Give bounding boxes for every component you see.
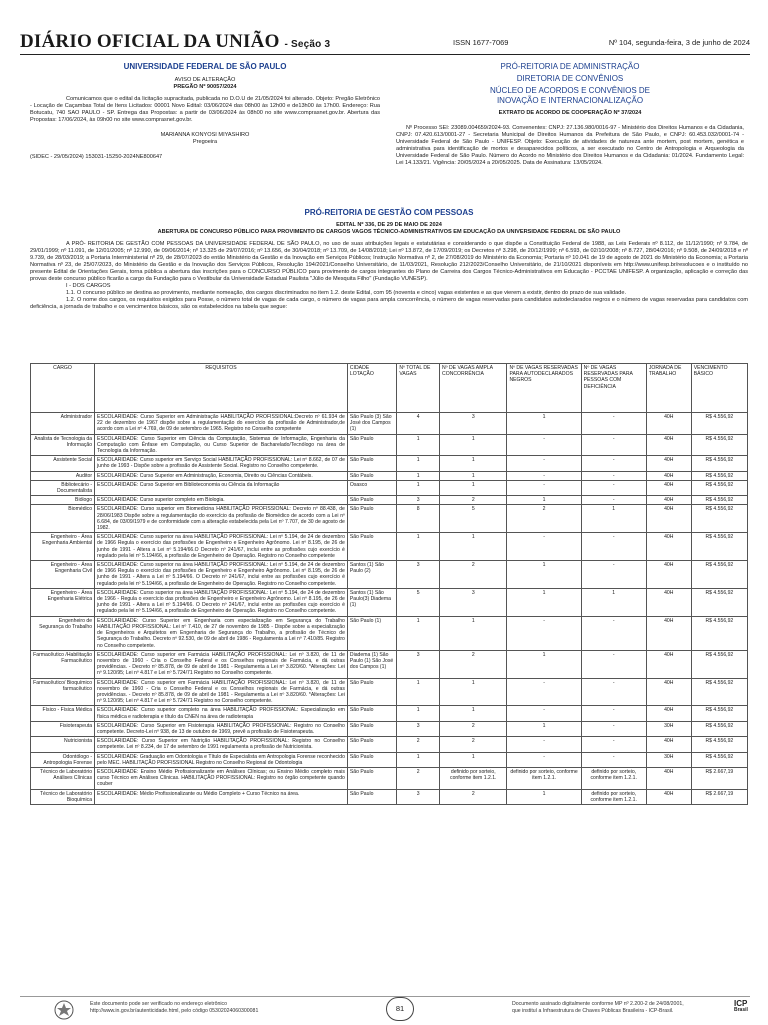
cell-cargo: Engenheiro - Área Engenharia Civil xyxy=(31,561,95,589)
cell-negros: - xyxy=(507,434,581,456)
table-row xyxy=(31,434,748,456)
cell-pcd: - xyxy=(581,678,646,706)
cell-jornada: 40H xyxy=(646,471,691,480)
cell-total: 1 xyxy=(397,752,440,767)
col-header-cargo: CARGO xyxy=(31,364,95,413)
col-header-ampla: Nº DE VAGAS AMPLA CONCORRÊNCIA xyxy=(440,364,507,413)
cell-cargo: Técnico de Laboratório Bioquímica xyxy=(31,789,95,804)
table-row xyxy=(31,752,748,767)
cell-cargo: Técnico de Laboratório Análises Clínicas xyxy=(31,767,95,789)
cell-ampla: 1 xyxy=(440,616,507,650)
cell-requisitos: ESCOLARIDADE: Curso superior na área HABILITAÇÃO PROFISSIONAL: Lei nº 5.194, de 24 de dezembro de 1966 Regula o exercício das profissões de Engenheiro e Engenheiro Agrônomo. Lei nº 8.195, de 26 de junho de 1991 - Altera a Lei nº 5.194/66. O Decreto nº 241/67, inclui entre as profissões cujo exercício é regulado pela lei nº 5.194/66, a profissão de Engenheiro de Operação. Registro no Conselho competente. xyxy=(95,561,348,589)
page-number: 81 xyxy=(386,997,414,1021)
edital-title: ABERTURA DE CONCURSO PÚBLICO PARA PROVIMENTO DE CARGOS VAGOS TÉCNICO-ADMINISTRATIVOS EM EDUCAÇÃO DA UNIVERSIDADE FEDERAL DE SÃO PAULO xyxy=(157,228,621,235)
cell-requisitos: ESCOLARIDADE: Curso Superior em Administração, Economia, Direito ou Ciências Contábeis. xyxy=(95,471,348,480)
cell-pcd: definido por sorteio, conforme item 1.2.1. xyxy=(581,789,646,804)
cell-requisitos: ESCOLARIDADE: Curso superior completo na área HABILITAÇÃO PROFISSIONAL: Especialização em física médica e radioterapia e título da CNEN na área de radioterapia xyxy=(95,706,348,721)
cell-cidade: São Paulo xyxy=(347,721,396,736)
cell-total: 3 xyxy=(397,561,440,589)
cell-vencimento: R$ 4.556,92 xyxy=(691,752,747,767)
cell-requisitos: ESCOLARIDADE: Curso superior completo em Biologia. xyxy=(95,496,348,505)
cell-negros: 2 xyxy=(507,505,581,533)
edital-item-1-1: 1.1. O concurso público se destina ao provimento, mediante nomeação, dos cargos discriminados no item 1.2. deste Edital, com 95 (noventa e cinco) vagas existentes e as que vierem a existir, dentro do prazo de sua validade. xyxy=(66,289,626,296)
cell-negros: - xyxy=(507,480,581,495)
cell-vencimento: R$ 4.556,92 xyxy=(691,471,747,480)
cell-vencimento: R$ 4.556,92 xyxy=(691,413,747,435)
cell-ampla: 2 xyxy=(440,721,507,736)
table-row xyxy=(31,496,748,505)
table-row xyxy=(31,650,748,678)
cell-total: 3 xyxy=(397,496,440,505)
cell-vencimento: R$ 2.667,19 xyxy=(691,767,747,789)
cell-pcd: - xyxy=(581,650,646,678)
cell-jornada: 40H xyxy=(646,496,691,505)
col-header-negros: Nº DE VAGAS RESERVADAS PARA AUTODECLARADOS NEGROS xyxy=(507,364,581,413)
cell-cargo: Farmacêutico /Habilitação Farmacêutico xyxy=(31,650,95,678)
cell-cidade: São Paulo xyxy=(347,471,396,480)
cell-total: 3 xyxy=(397,650,440,678)
cell-ampla: 1 xyxy=(440,456,507,471)
cell-vencimento: R$ 4.556,92 xyxy=(691,678,747,706)
notice-subtitle: PREGÃO Nº 90057/2024 xyxy=(173,83,237,90)
cell-cidade: Diadema (1) São Paulo (1) São José dos Campos (1) xyxy=(347,650,396,678)
cell-requisitos: ESCOLARIDADE: Curso superior em Farmácia HABILITAÇÃO PROFISSIONAL: Lei nº 3.820, de 11 de novembro de 1960 - Cria o Conselho Federal e os Conselhos regionais de Farmácia, e dá outras providências. - Decreto nº 85.878, de 09 de abril de 1981 - Regulamenta a Lei nº 3.820/60. *Alterações: Lei nº 9.120/95; Lei nº 4.817 e Lei nº 5.724/71 Registro no Conselho competente. xyxy=(95,650,348,678)
cell-negros: - xyxy=(507,752,581,767)
edital-section xyxy=(30,208,748,311)
extrato-body: Nº Processo SEI: 23089.004659/2024-93. Convenentes: CNPJ: 27.136.980/0016-97 - Ministério dos Direitos Humanos e da Cidadania, CNPJ: 07.420.613/0001-27 - Secretaria Municipal de Direitos Humanos da Prefeitura de São Paulo, e CNPJ: 60.453.032/0001-74 - Universidade Federal de São Paulo - UNIFESP. Objeto: Execução de atividades de natureza ante mortem, post mortem, genética e administrativa para identificação de mortos e desaparecidos políticos, a ser executado no Centro de Antropologia e Arqueologia da Universidade Federal de São Paulo. Número do Acordo no Ministério dos Direitos Humanos e da Cidadania: 01/2024. Fundamento Legal: Lei 14.133/21. Vigência: 20/05/2024 a 20/05/2025. Data de Assinatura: 13/05/2024. xyxy=(396,124,744,166)
signature-note: Documento assinado digitalmente conforme MP nº 2.200-2 de 24/08/2001, que instituí a Infraestrutura de Chaves Públicas Brasileira - ICP-Brasil. xyxy=(512,1001,684,1014)
cell-vencimento: R$ 4.556,92 xyxy=(691,505,747,533)
cell-pcd: - xyxy=(581,533,646,561)
cell-jornada: 40H xyxy=(646,434,691,456)
notice-title: AVISO DE ALTERAÇÃO xyxy=(174,77,236,83)
table-row xyxy=(31,505,748,533)
cell-jornada: 40H xyxy=(646,678,691,706)
cell-cidade: São Paulo (1) xyxy=(347,616,396,650)
cell-requisitos: ESCOLARIDADE: Graduação em Odontologia e Título de Especialista em Antropologia Forense reconhecido pelo MEC. HABILITAÇÃO PROFISSIONAL Registro no Conselho Regional de Odontologia xyxy=(95,752,348,767)
institution-heading: UNIVERSIDADE FEDERAL DE SÃO PAULO xyxy=(123,62,287,71)
nucleo-heading-line2: INOVAÇÃO E INTERNACIONALIZAÇÃO xyxy=(496,95,644,105)
cell-pcd: 1 xyxy=(581,588,646,616)
cell-negros: 1 xyxy=(507,561,581,589)
cell-negros: - xyxy=(507,678,581,706)
signer-role: Pregoeira xyxy=(192,138,218,145)
coat-of-arms-icon xyxy=(44,999,84,1021)
cell-jornada: 40H xyxy=(646,650,691,678)
cell-pcd: - xyxy=(581,456,646,471)
edital-section-title: I - DOS CARGOS xyxy=(66,282,111,289)
cell-vencimento: R$ 4.556,92 xyxy=(691,561,747,589)
table-row xyxy=(31,789,748,804)
edital-intro: A PRÓ- REITORIA DE GESTÃO COM PESSOAS DA UNIVERSIDADE FEDERAL DE SÃO PAULO, no uso de suas atribuições legais e estatutárias e considerando o que dispõe a Constituição Federal de 1988, as Leis Federais nº 8.112, de 11/12/1990; nº 9.784, de 29/01/1999; nº 11.091, de 12/01/2005; nº 12.990, de 09/06/2014; nº 13.325 de 29/07/2016; nº 13.656, de 30/04/2018; nº 13.709, de 14/08/2018; Lei nº 13.872, de 17/09/2019; os Decretos nº 3.298, de 20/12/1999; nº 6.593, de 02/10/2008; nº 8.727, 28/04/2016; nº 9.508, de 24/09/2018 e nº 9.739, de 28/03/2019; a Portaria Interministerial nº 29, de 28/07/2023 do então Ministério da Gestão e da Inovação em Serviços Públicos; Instrução Normativa nº 2, de 27/08/2019 do Ministério da Economia; Portaria nº 10.041 de 19 de agosto de 2021 do Ministério da Economia; a Portaria Normativa nº 23, de 25/07/2023, do Ministério da Gestão e da Inovação dos Serviços Públicos, Resolução 194/2021/Conselho Universitário, de 11/03/2021, Resolução 212/2023/Conselho Universitário, de 21/10/2021 disponíveis em http://www.unifesp.br/resolucoes e o instituído no presente Edital de Orientações Gerais, torna pública a abertura das inscrições para o CONCURSO PÚBLICO para provimento de cargos integrantes do Plano de Carreira dos Cargos Técnico-Administrativos em Educação - PCCTAE UNIFESP. A organização, aplicação e correção das provas deste concurso público ficarão a cargo da Fundação para o Vestibular da Universidade Estadual Paulista "Júlio de Mesquita Filho" (Fundação VUNESP). xyxy=(30,240,748,282)
journal-title: DIÁRIO OFICIAL DA UNIÃO - Seção 3 xyxy=(20,31,331,52)
cell-pcd: - xyxy=(581,752,646,767)
cell-vencimento: R$ 4.556,92 xyxy=(691,480,747,495)
cell-jornada: 40H xyxy=(646,737,691,752)
cell-jornada: 40H xyxy=(646,706,691,721)
cell-cargo: Biomédico xyxy=(31,505,95,533)
cell-negros: definido por sorteio, conforme item 1.2.1. xyxy=(507,767,581,789)
cell-requisitos: ESCOLARIDADE: Curso Superior em Biblioteconomia ou Ciência da Informação xyxy=(95,480,348,495)
cell-negros: 1 xyxy=(507,789,581,804)
cell-requisitos: ESCOLARIDADE: Curso Superior em Ciência da Computação, Sistemas de Informação, Engenharia da Computação com Ênfase em Computação, ou Curso Superior de Bacharelado/Tecnólogo na área de Tecnologia da Informação. xyxy=(95,434,348,456)
cell-cidade: São Paulo xyxy=(347,434,396,456)
cell-pcd: - xyxy=(581,471,646,480)
sidec-code: (SIDEC - 29/05/2024) 153031-15250-2024NE800647 xyxy=(30,153,163,160)
cell-cidade: São Paulo xyxy=(347,496,396,505)
cell-total: 8 xyxy=(397,505,440,533)
col-header-requisitos: REQUISITOS xyxy=(95,364,348,413)
col-header-total: Nº TOTAL DE VAGAS xyxy=(397,364,440,413)
cell-cargo: Auditor xyxy=(31,471,95,480)
masthead xyxy=(20,30,750,55)
cell-total: 1 xyxy=(397,616,440,650)
cell-ampla: 1 xyxy=(440,752,507,767)
col-header-cidade: CIDADE LOTAÇÃO xyxy=(347,364,396,413)
cell-ampla: 1 xyxy=(440,678,507,706)
cell-vencimento: R$ 4.556,92 xyxy=(691,737,747,752)
col-header-pcd: Nº DE VAGAS RESERVADAS PARA PESSOAS COM DEFICIÊNCIA xyxy=(581,364,646,413)
cell-negros: 1 xyxy=(507,588,581,616)
cell-jornada: 40H xyxy=(646,588,691,616)
cell-negros: - xyxy=(507,706,581,721)
cell-negros: 1 xyxy=(507,650,581,678)
issn: ISSN 1677-7069 xyxy=(453,38,509,47)
cell-requisitos: ESCOLARIDADE: Médio Profissionalizante ou Médio Completo + Curso Técnico na área. xyxy=(95,789,348,804)
cell-cargo: Analista de Tecnologia da Informação xyxy=(31,434,95,456)
cell-jornada: 40H xyxy=(646,456,691,471)
table-row xyxy=(31,533,748,561)
cell-cidade: Santos (1) São Paulo (2) xyxy=(347,561,396,589)
cell-cidade: São Paulo (3) São José dos Campos (1) xyxy=(347,413,396,435)
cell-cargo: Farmacêutico/ Bioquímico farmacêutico xyxy=(31,678,95,706)
cell-pcd: - xyxy=(581,496,646,505)
cell-total: 2 xyxy=(397,737,440,752)
section-label: - Seção 3 xyxy=(284,39,331,50)
cell-total: 1 xyxy=(397,471,440,480)
cell-pcd: - xyxy=(581,721,646,736)
cell-vencimento: R$ 4.556,92 xyxy=(691,616,747,650)
cell-cargo: Fisioterapeuta xyxy=(31,721,95,736)
table-row xyxy=(31,767,748,789)
cell-negros: - xyxy=(507,737,581,752)
cell-jornada: 40H xyxy=(646,413,691,435)
cell-cidade: São Paulo xyxy=(347,752,396,767)
cell-requisitos: ESCOLARIDADE: Curso superior em Serviço Social HABILITAÇÃO PROFISSIONAL: Lei nº 8.662, de 07 de junho de 1993 - Dispõe sobre a profissão de Assistente Social. Registro no Conselho competente. xyxy=(95,456,348,471)
col-header-vencimento: VENCIMENTO BÁSICO xyxy=(691,364,747,413)
vagas-table xyxy=(30,363,748,805)
table-row xyxy=(31,616,748,650)
cell-ampla: 5 xyxy=(440,505,507,533)
table-row xyxy=(31,413,748,435)
extrato-acordo xyxy=(396,62,744,167)
extrato-title: EXTRATO DE ACORDO DE COOPERAÇÃO Nº 37/2024 xyxy=(498,109,642,116)
notice-body: Comunicamos que o edital da licitação supracitada, publicada no D.O.U de 21/05/2024 foi alterado. Objeto: Pregão Eletrônico - Locação de Caçambas Total de Itens Licitados: 00001 Novo Edital: 03/06/2024 das 08h00 às 12h00 e de13h00 às 17h00. Endereço: Rua Botucatu, 740 SAO PAULO - SP. Entrega das Propostas: a partir de 03/06/2024 às 08h00 no site www.comprasnet.gov.br. Abertura das Propostas: 17/06/2024, às 09h00 no site www.comprasnet.gov.br. xyxy=(30,95,380,123)
cell-total: 1 xyxy=(397,678,440,706)
cell-requisitos: ESCOLARIDADE: Curso Superior em Fisioterapia HABILITAÇÃO PROFISSIONAL: Registro no Conselho competente. Decreto-Lei nº 938, de 13 de outubro de 1969, prevê a profissão de Fisioterapeuta. xyxy=(95,721,348,736)
cell-vencimento: R$ 4.556,92 xyxy=(691,496,747,505)
cell-vencimento: R$ 4.556,92 xyxy=(691,434,747,456)
aviso-alteracao xyxy=(30,62,380,161)
cell-negros: - xyxy=(507,616,581,650)
cell-ampla: 1 xyxy=(440,706,507,721)
cell-cidade: São Paulo xyxy=(347,456,396,471)
cell-total: 3 xyxy=(397,789,440,804)
cell-jornada: 40H xyxy=(646,616,691,650)
cell-negros: 1 xyxy=(507,721,581,736)
cell-jornada: 30H xyxy=(646,752,691,767)
pro-reitoria-heading: PRÓ-REITORIA DE ADMINISTRAÇÃO xyxy=(500,62,640,71)
cell-jornada: 40H xyxy=(646,505,691,533)
cell-vencimento: R$ 2.667,19 xyxy=(691,789,747,804)
cell-jornada: 40H xyxy=(646,789,691,804)
cell-cargo: Engenheiro de Segurança do Trabalho xyxy=(31,616,95,650)
cell-pcd: - xyxy=(581,480,646,495)
cell-cidade: São Paulo xyxy=(347,678,396,706)
cell-pcd: definido por sorteio, conforme item 1.2.1. xyxy=(581,767,646,789)
verification-note: Este documento pode ser verificado no endereço eletrônico http://www.in.gov.br/autenticidade.html, pelo código 05302024060300081 xyxy=(90,1001,259,1014)
diretoria-heading: DIRETORIA DE CONVÊNIOS xyxy=(516,74,624,84)
cell-requisitos: ESCOLARIDADE: Curso Superior em Nutrição HABILITAÇÃO PROFISSIONAL: Registro no Conselho competente. Lei nº 8.234, de 17 de setembro de 1991 regulamenta a profissão de Nutricionista. xyxy=(95,737,348,752)
cell-pcd: - xyxy=(581,561,646,589)
cell-cargo: Físico - Física Médica xyxy=(31,706,95,721)
table-header-row xyxy=(31,364,748,413)
cell-negros: 1 xyxy=(507,413,581,435)
cell-cidade: São Paulo xyxy=(347,706,396,721)
table-row xyxy=(31,721,748,736)
cell-requisitos: ESCOLARIDADE: Curso superior na área HABILITAÇÃO PROFISSIONAL: Lei nº 5.194, de 24 de dezembro de 1966 - Regula o exercício das profissões de Engenheiro e Engenheiro Agrônomo. Lei nº 8.195, de 26 de junho de 1991 - Altera a Lei nº 5.194/66. O Decreto nº 241/67, inclui entre as profissões cujo exercício é regulado pela lei nº 5.194/66, a profissão de Engenheiro de Operação. Registro no Conselho competente. xyxy=(95,588,348,616)
cell-ampla: 1 xyxy=(440,471,507,480)
cell-requisitos: ESCOLARIDADE: Curso Superior em Administração HABILITAÇÃO PROFISSIONAL:Decreto nº 61.934 de 22 de dezembro de 1967 dispõe sobre a regulamentação do exercício da profissão de Administrador,de acordo com a Lei nº 4.769, de 09 de setembro de 1965. Registro no Conselho competente xyxy=(95,413,348,435)
cell-pcd: - xyxy=(581,616,646,650)
nucleo-heading-line1: NÚCLEO DE ACORDOS E CONVÊNIOS DE xyxy=(489,86,651,96)
cell-requisitos: ESCOLARIDADE: Curso superior em Farmácia HABILITAÇÃO PROFISSIONAL: Lei nº 3.820, de 11 de novembro de 1960 - Cria o Conselho Federal e os Conselhos regionais de Farmácia, e dá outras providências. - Decreto nº 85.878, de 09 de abril de 1981 - Regulamenta a Lei nº 3.820/60. *Alterações: Lei nº 9.120/95; Lei nº 4.817 e Lei nº 5.724/71 Registro no Conselho competente. xyxy=(95,678,348,706)
table-row xyxy=(31,737,748,752)
edital-item-1-2: 1.2. O nome dos cargos, os requisitos exigidos para Posse, o número total de vagas de cada cargo, o número de vagas para ampla concorrência, o número de vagas reservadas para candidatos autodeclarados negros e o número de vagas reservadas para candidatos com deficiência, a jornada de trabalho e os vencimentos básicos, são os estabelecidos na tabela que segue: xyxy=(30,296,748,310)
col-header-jornada: JORNADA DE TRABALHO xyxy=(646,364,691,413)
cell-negros: 1 xyxy=(507,496,581,505)
cell-cargo: Odontólogo - Antropologia Forense xyxy=(31,752,95,767)
cell-vencimento: R$ 4.556,92 xyxy=(691,588,747,616)
cell-requisitos: ESCOLARIDADE: Curso superior em Biomedicina HABILITAÇÃO PROFISSIONAL: Decreto nº 88.438, de 28/06/1983 Dispõe sobre a regulamentação do exercício da profissão de Biomédico de acordo com a Lei nº 6.684, de 03/09/1979 e de conformidade com a alteração estabelecida pela Lei nº 7.707, de 30 de agosto de 1982. xyxy=(95,505,348,533)
edital-number: EDITAL Nº 336, DE 29 DE MAIO DE 2024 xyxy=(336,222,442,228)
page-footer xyxy=(20,996,750,1025)
cell-requisitos: ESCOLARIDADE: Curso superior na área HABILITAÇÃO PROFISSIONAL: Lei nº 5.194, de 24 de dezembro de 1966 Regula o exercício das profissões de Engenheiro e Engenheiro Agrônomo. Lei nº 8.195, de 26 de junho de 1991 - Altera a Lei nº 5.194/66.O Decreto nº 241/67, inclui entre as profissões cujo exercício é regulado pela lei nº 5.194/66, a profissão de Engenheiro de Operação. Registro no Conselho competente xyxy=(95,533,348,561)
table-row xyxy=(31,588,748,616)
cell-cargo: Bibliotecário - Documentalista xyxy=(31,480,95,495)
cell-ampla: 2 xyxy=(440,737,507,752)
table-row xyxy=(31,678,748,706)
cell-ampla: 2 xyxy=(440,789,507,804)
cell-cidade: São Paulo xyxy=(347,505,396,533)
cell-negros: - xyxy=(507,471,581,480)
cell-pcd: - xyxy=(581,434,646,456)
cell-total: 1 xyxy=(397,533,440,561)
cell-total: 2 xyxy=(397,767,440,789)
cell-cidade: São Paulo xyxy=(347,533,396,561)
cell-cidade: Santos (1) São Paulo(3) Diadema (1) xyxy=(347,588,396,616)
cell-requisitos: ESCOLARIDADE: Ensino Médio Profissionalizante em Análises Clínicas; ou Ensino Médio completo mais curso Técnico em Análises Clínicas. HABILITAÇÃO PROFISSIONAL: Registro no órgão competente quando couber xyxy=(95,767,348,789)
cell-jornada: 40H xyxy=(646,533,691,561)
cell-jornada: 40H xyxy=(646,561,691,589)
cell-vencimento: R$ 4.556,92 xyxy=(691,650,747,678)
edital-header: PRÓ-REITORIA DE GESTÃO COM PESSOAS xyxy=(304,208,474,217)
cell-negros: - xyxy=(507,533,581,561)
cell-ampla: 2 xyxy=(440,650,507,678)
cell-cidade: São Paulo xyxy=(347,767,396,789)
cell-ampla: 1 xyxy=(440,480,507,495)
cell-ampla: 1 xyxy=(440,434,507,456)
cell-total: 1 xyxy=(397,434,440,456)
cell-negros: - xyxy=(507,456,581,471)
cell-total: 1 xyxy=(397,456,440,471)
cell-pcd: - xyxy=(581,737,646,752)
cell-total: 3 xyxy=(397,721,440,736)
cell-ampla: 2 xyxy=(440,496,507,505)
cell-pcd: 1 xyxy=(581,505,646,533)
cell-vencimento: R$ 4.556,92 xyxy=(691,533,747,561)
signer-name: MARIANNA KONYOSI MIYASHIRO xyxy=(160,131,250,138)
cell-cargo: Biólogo xyxy=(31,496,95,505)
cell-ampla: 2 xyxy=(440,561,507,589)
cell-pcd: - xyxy=(581,413,646,435)
cell-total: 4 xyxy=(397,413,440,435)
table-row xyxy=(31,706,748,721)
cell-vencimento: R$ 4.556,92 xyxy=(691,721,747,736)
cell-vencimento: R$ 4.556,92 xyxy=(691,706,747,721)
table-row xyxy=(31,456,748,471)
cell-total: 1 xyxy=(397,480,440,495)
cell-pcd: - xyxy=(581,706,646,721)
cell-cargo: Administrador xyxy=(31,413,95,435)
cell-cidade: São Paulo xyxy=(347,737,396,752)
edition-info: Nº 104, segunda-feira, 3 de junho de 2024 xyxy=(608,38,750,47)
cell-cargo: Engenheiro - Área Engenharia Ambiental xyxy=(31,533,95,561)
cell-total: 5 xyxy=(397,588,440,616)
cell-jornada: 40H xyxy=(646,480,691,495)
cell-cidade: Osasco xyxy=(347,480,396,495)
cell-vencimento: R$ 4.556,92 xyxy=(691,456,747,471)
table-row xyxy=(31,480,748,495)
cell-cargo: Assistente Social xyxy=(31,456,95,471)
cell-cargo: Nutricionista xyxy=(31,737,95,752)
cell-ampla: 3 xyxy=(440,588,507,616)
cell-ampla: 3 xyxy=(440,413,507,435)
cell-ampla: definido por sorteio, conforme item 1.2.1. xyxy=(440,767,507,789)
cell-requisitos: ESCOLARIDADE: Curso Superior em Engenharia com especialização em Segurança do Trabalho HABILITAÇÃO PROFISSIONAL: Lei nº 7.410, de 27 de novembro de 1985 - Dispõe sobre a especialização de Engenheiros e Arquitetos em Engenharia de Segurança do Trabalho, a profissão de Técnico de Segurança do Trabalho. Decreto nº 92.530, de 09 de abril de 1986 - Regulamenta a Lei nº 7.410/85. Registro no Conselho competente. xyxy=(95,616,348,650)
cell-total: 1 xyxy=(397,706,440,721)
cell-cidade: São Paulo xyxy=(347,789,396,804)
cell-ampla: 1 xyxy=(440,533,507,561)
cell-jornada: 40H xyxy=(646,767,691,789)
table-row xyxy=(31,471,748,480)
cell-jornada: 30H xyxy=(646,721,691,736)
table-row xyxy=(31,561,748,589)
cell-cargo: Engenheiro - Área Engenharia Elétrica xyxy=(31,588,95,616)
icp-brasil-logo: ICP Brasil xyxy=(734,999,748,1013)
